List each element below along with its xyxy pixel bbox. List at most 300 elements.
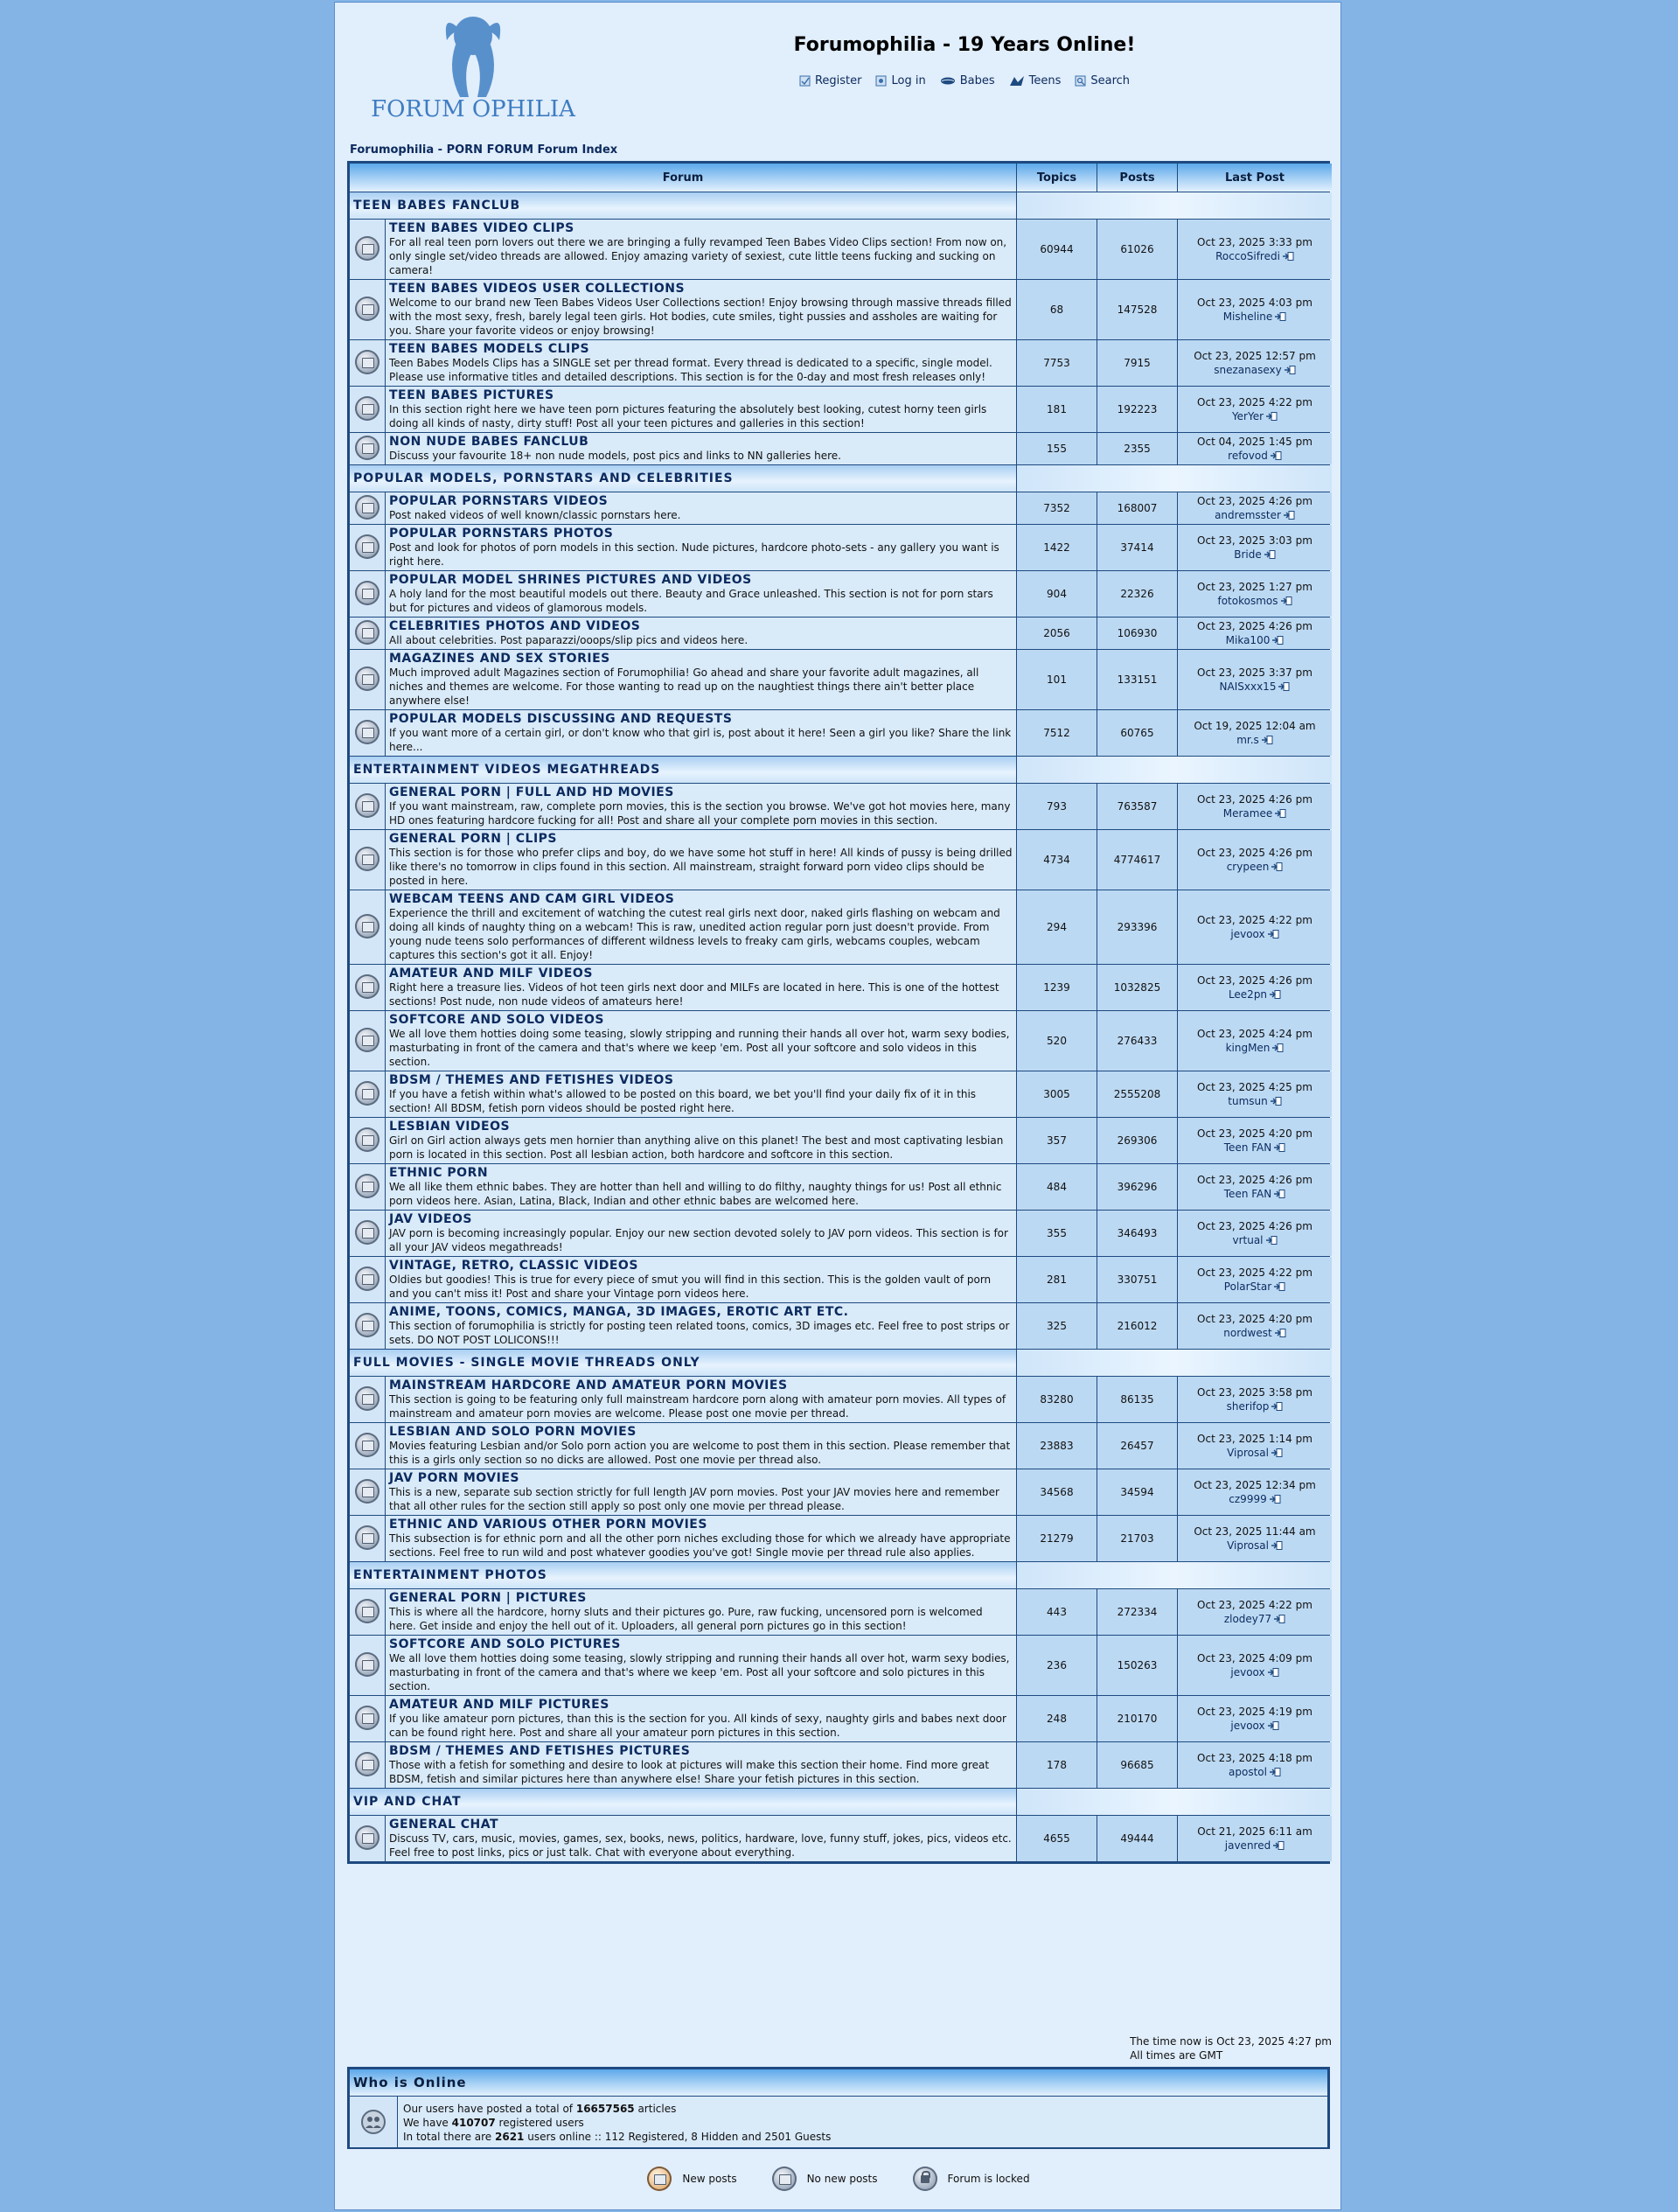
goto-last-post-icon[interactable]	[1272, 1043, 1284, 1052]
goto-last-post-icon[interactable]	[1271, 451, 1282, 460]
topics-count: 7512	[1017, 710, 1097, 756]
goto-last-post-icon[interactable]	[1275, 312, 1286, 321]
last-post-date: Oct 23, 2025 4:20 pm	[1197, 1313, 1312, 1325]
forum-description: This is where all the hardcore, horny sluts and their pictures go. Pure, raw fucking, uncensored porn is welcomed here. Get inside and enjoy the hell out of it. Uploaders, all general porn pictures go in this section!	[389, 1606, 983, 1632]
last-post-user-link[interactable]: Meramee	[1222, 807, 1273, 820]
last-post-cell	[1178, 387, 1332, 432]
forum-status-cell	[350, 433, 385, 464]
no-new-posts-icon	[355, 1652, 379, 1677]
forum-info-cell	[386, 1257, 1016, 1302]
goto-last-post-icon[interactable]	[1283, 252, 1294, 261]
forum-info-cell	[386, 220, 1016, 279]
no-new-posts-icon	[355, 1433, 379, 1457]
category-row	[350, 192, 1332, 219]
forum-title-link[interactable]: POPULAR MODELS DISCUSSING AND REQUESTS	[389, 712, 733, 726]
posts-count: 22326	[1097, 571, 1177, 617]
forum-row	[350, 1469, 1332, 1515]
babes-label: Babes	[959, 74, 995, 87]
forum-status-cell	[350, 650, 385, 709]
last-post-date: Oct 23, 2025 4:09 pm	[1197, 1652, 1312, 1664]
forum-description: Right here a treasure lies. Videos of hot teen girls next door and MILFs are located in here. This is one of the hottest sections! Post nude, non nude videos of amateurs here!	[389, 981, 999, 1008]
forum-info-cell	[386, 1211, 1016, 1256]
last-post-user-link[interactable]: sherifop	[1226, 1400, 1270, 1413]
forum-title-link[interactable]: TEEN BABES VIDEO CLIPS	[389, 221, 574, 235]
last-post-user-link[interactable]: Viprosal	[1227, 1447, 1269, 1459]
posts-count: 26457	[1097, 1423, 1177, 1469]
forum-description: Those with a fetish for something and desire to look at pictures will make this section their home. Find more great BDSM, fetish and similar pictures here than anywhere else! Share your fetish pictures in this section.	[389, 1759, 990, 1785]
posts-count: 106930	[1097, 618, 1177, 649]
no-new-posts-icon	[355, 847, 379, 871]
last-post-user-link[interactable]: andremsster	[1215, 509, 1281, 521]
goto-last-post-icon[interactable]	[1271, 1448, 1283, 1457]
last-post-user-link[interactable]: zlodey77	[1223, 1613, 1272, 1625]
last-post-user-link[interactable]: vrtual	[1232, 1234, 1264, 1246]
forum-status-cell	[350, 1118, 385, 1163]
last-post-date: Oct 23, 2025 4:20 pm	[1197, 1127, 1312, 1140]
no-new-posts-icon	[355, 1525, 379, 1550]
category-filler	[1017, 465, 1332, 492]
posts-count: 61026	[1097, 220, 1177, 279]
total-articles: 16657565	[575, 2103, 635, 2115]
login-link[interactable]	[875, 74, 925, 87]
forum-description: Discuss TV, cars, music, movies, games, sex, books, news, politics, hardware, love, funny stuff, jokes, pics, videos etc. Feel free to post links, pics or just talk. Chat with everyone about everything.	[389, 1832, 1012, 1859]
goto-last-post-icon[interactable]	[1284, 511, 1295, 520]
forum-title-link[interactable]: ANIME, TOONS, COMICS, MANGA, 3D IMAGES, EROTIC ART ETC.	[389, 1305, 849, 1319]
topics-count: 281	[1017, 1257, 1097, 1302]
goto-last-post-icon[interactable]	[1270, 1768, 1281, 1776]
posts-count: 346493	[1097, 1211, 1177, 1256]
posts-count: 168007	[1097, 492, 1177, 524]
posts-count: 21703	[1097, 1516, 1177, 1561]
forum-status-cell	[350, 965, 385, 1010]
forum-status-cell	[350, 1742, 385, 1788]
posts-count: 330751	[1097, 1257, 1177, 1302]
no-new-posts-icon	[355, 581, 379, 605]
forum-locked-label: Forum is locked	[947, 2173, 1030, 2185]
last-post-date: Oct 23, 2025 3:33 pm	[1197, 236, 1312, 248]
goto-last-post-icon[interactable]	[1270, 990, 1281, 999]
forum-row	[350, 890, 1332, 964]
topics-count: 248	[1017, 1696, 1097, 1741]
last-post-user-link[interactable]: YerYer	[1231, 410, 1264, 422]
last-post-user-link[interactable]: Lee2pn	[1228, 988, 1268, 1001]
forum-title-link[interactable]: NON NUDE BABES FANCLUB	[389, 435, 589, 449]
forum-status-cell	[350, 1696, 385, 1741]
topics-count: 520	[1017, 1011, 1097, 1071]
last-post-cell	[1178, 340, 1332, 386]
last-post-cell	[1178, 1516, 1332, 1561]
forum-status-cell	[350, 1071, 385, 1117]
last-post-cell	[1178, 965, 1332, 1010]
goto-last-post-icon[interactable]	[1271, 862, 1283, 871]
forum-title-link[interactable]: AMATEUR AND MILF VIDEOS	[389, 966, 593, 980]
no-new-posts-icon	[355, 436, 379, 460]
login-label: Log in	[891, 74, 926, 87]
forum-title-link[interactable]: JAV PORN MOVIES	[389, 1471, 519, 1485]
goto-last-post-icon[interactable]	[1271, 1541, 1283, 1550]
whosonline-icon-cell	[350, 2097, 397, 2147]
category-filler	[1017, 757, 1332, 783]
online-stats	[398, 2097, 1327, 2147]
last-post-cell	[1178, 1742, 1332, 1788]
last-post-user-link[interactable]: kingMen	[1225, 1042, 1271, 1054]
forum-row	[350, 1257, 1332, 1302]
goto-last-post-icon[interactable]	[1268, 930, 1279, 939]
last-post-cell	[1178, 280, 1332, 339]
forum-description: This is a new, separate sub section strictly for full length JAV porn movies. Post your JAV movies here and remember that all other rules for the section still apply so post only one movie per thread please.	[389, 1486, 999, 1512]
posts-count: 133151	[1097, 650, 1177, 709]
forum-title-link[interactable]: VINTAGE, RETRO, CLASSIC VIDEOS	[389, 1259, 638, 1273]
breadcrumb-forum-index[interactable]: Forumophilia - PORN FORUM Forum Index	[350, 143, 618, 157]
goto-last-post-icon[interactable]	[1274, 1282, 1285, 1291]
forum-status-cell	[350, 710, 385, 756]
forum-row	[350, 1742, 1332, 1788]
forum-status-cell	[350, 492, 385, 524]
forum-title-link[interactable]: GENERAL PORN | PICTURES	[389, 1591, 587, 1605]
forum-title-link[interactable]: GENERAL PORN | CLIPS	[389, 832, 558, 846]
forum-info-cell	[386, 710, 1016, 756]
forum-info-cell	[386, 1377, 1016, 1422]
teens-link[interactable]	[1009, 74, 1062, 87]
forum-status-cell	[350, 890, 385, 964]
forum-title-link[interactable]: LESBIAN VIDEOS	[389, 1120, 511, 1134]
forum-title-link[interactable]: TEEN BABES PICTURES	[389, 388, 554, 402]
no-new-posts-icon	[355, 236, 379, 261]
last-post-user-link[interactable]: tumsun	[1228, 1095, 1268, 1107]
forum-row	[350, 433, 1332, 464]
last-post-cell	[1178, 1071, 1332, 1117]
goto-last-post-icon[interactable]	[1264, 550, 1276, 559]
forum-title-link[interactable]: BDSM / THEMES AND FETISHES VIDEOS	[389, 1073, 674, 1087]
forum-row	[350, 1589, 1332, 1635]
forum-title-link[interactable]: WEBCAM TEENS AND CAM GIRL VIDEOS	[389, 892, 675, 906]
forum-status-cell	[350, 830, 385, 890]
posts-count: 86135	[1097, 1377, 1177, 1422]
forum-info-cell	[386, 340, 1016, 386]
last-post-cell	[1178, 890, 1332, 964]
last-post-date: Oct 23, 2025 3:58 pm	[1197, 1386, 1312, 1399]
forum-description: This subsection is for ethnic porn and all the other porn niches excluding those for which we already have appropriate sections. Feel free to run wild and post whatever goodies you've got! Single movie per thread rule also applies.	[389, 1532, 1011, 1559]
forum-row	[350, 387, 1332, 432]
no-new-posts-icon	[355, 1706, 379, 1730]
goto-last-post-icon[interactable]	[1268, 1721, 1279, 1730]
last-post-user-link[interactable]: jevoox	[1230, 928, 1265, 940]
forum-status-cell	[350, 1636, 385, 1695]
no-new-posts-icon	[355, 1127, 379, 1152]
forum-description: We all like them ethnic babes. They are hotter than hell and willing to do filthy, naughty things for us! Post all ethnic porn videos here. Asian, Latina, Black, Indian and other ethnic babes are welcomed here.	[389, 1181, 1002, 1207]
last-post-date: Oct 23, 2025 4:26 pm	[1197, 847, 1312, 859]
goto-last-post-icon[interactable]	[1274, 1190, 1285, 1198]
register-link[interactable]	[799, 74, 862, 87]
last-post-cell	[1178, 1423, 1332, 1469]
current-time: The time now is Oct 23, 2025 4:27 pm	[1130, 2035, 1332, 2048]
last-post-user-link[interactable]: fotokosmos	[1217, 595, 1278, 607]
forum-title-link[interactable]: SOFTCORE AND SOLO PICTURES	[389, 1637, 621, 1651]
forum-title-link[interactable]: POPULAR PORNSTARS PHOTOS	[389, 527, 614, 541]
topics-count: 60944	[1017, 220, 1097, 279]
posts-count: 272334	[1097, 1589, 1177, 1635]
last-post-date: Oct 23, 2025 4:26 pm	[1197, 495, 1312, 507]
topics-column-header: Topics	[1017, 164, 1097, 192]
goto-last-post-icon[interactable]	[1274, 1615, 1285, 1623]
forum-status-cell	[350, 387, 385, 432]
forum-status-cell	[350, 220, 385, 279]
forum-title-link[interactable]: AMATEUR AND MILF PICTURES	[389, 1698, 609, 1712]
forum-title-link[interactable]: SOFTCORE AND SOLO VIDEOS	[389, 1013, 604, 1027]
forum-title-link[interactable]: TEEN BABES MODELS CLIPS	[389, 342, 590, 356]
last-post-user-link[interactable]: jevoox	[1230, 1720, 1265, 1732]
forum-row	[350, 650, 1332, 709]
last-post-user-link[interactable]: NAISxxx15	[1219, 680, 1277, 693]
last-post-user-link[interactable]: mr.s	[1236, 734, 1259, 746]
forum-row	[350, 1011, 1332, 1071]
forum-description: This section is going to be featuring only full mainstream hardcore porn along with amateur porn movies. All types of mainstream and amateur porn movies are welcome. Please post one movie per thread.	[389, 1393, 1006, 1420]
teens-label: Teens	[1028, 74, 1062, 87]
forum-title-link[interactable]: JAV VIDEOS	[389, 1212, 473, 1226]
category-title[interactable]: ENTERTAINMENT PHOTOS	[350, 1562, 1016, 1588]
posts-count: 293396	[1097, 890, 1177, 964]
topics-count: 3005	[1017, 1071, 1097, 1117]
forum-row	[350, 1377, 1332, 1422]
posts-count: 1032825	[1097, 965, 1177, 1010]
last-post-user-link[interactable]: Mika100	[1225, 634, 1271, 646]
goto-last-post-icon[interactable]	[1272, 636, 1284, 645]
last-post-cell	[1178, 1164, 1332, 1210]
forum-title-link[interactable]: CELEBRITIES PHOTOS AND VIDEOS	[389, 619, 641, 633]
posts-count: 269306	[1097, 1118, 1177, 1163]
forum-description: Movies featuring Lesbian and/or Solo porn action you are welcome to post them in this section. Please remember that this is a girls only section so no dicks are allowed. Post one movie per thread also.	[389, 1440, 1011, 1466]
goto-last-post-icon[interactable]	[1278, 682, 1290, 691]
no-new-posts-icon	[355, 1174, 379, 1198]
last-post-date: Oct 23, 2025 4:22 pm	[1197, 914, 1312, 926]
last-post-date: Oct 23, 2025 3:37 pm	[1197, 666, 1312, 679]
forum-description: Welcome to our brand new Teen Babes Videos User Collections section! Enjoy browsing through massive threads filled with the most sexy, fresh, barely legal teen girls. Hot bodies, cute smiles, tight pussies and assholes are waiting for you. Share your favorite videos or enjoy browsing!	[389, 297, 1012, 337]
forum-info-cell	[386, 830, 1016, 890]
forum-row	[350, 280, 1332, 339]
forum-description: Teen Babes Models Clips has a SINGLE set per thread format. Every thread is dedicated to a specific, single model. Please use informative titles and detailed descriptions. This section is for the 0-day and most fresh releases only!	[389, 357, 992, 383]
goto-last-post-icon[interactable]	[1271, 1097, 1282, 1106]
forum-row	[350, 1816, 1332, 1861]
forum-row	[350, 525, 1332, 570]
no-new-posts-icon	[355, 720, 379, 744]
forum-info-cell	[386, 1469, 1016, 1515]
forum-status-cell	[350, 1377, 385, 1422]
category-filler	[1017, 1350, 1332, 1376]
timezone-note: All times are GMT	[1130, 2049, 1223, 2062]
last-post-user-link[interactable]: crypeen	[1226, 861, 1270, 873]
topics-count: 4655	[1017, 1816, 1097, 1861]
category-title[interactable]: TEEN BABES FANCLUB	[350, 192, 1016, 219]
topics-count: 178	[1017, 1742, 1097, 1788]
category-title[interactable]: VIP AND CHAT	[350, 1789, 1016, 1815]
whosonline-icon	[360, 2109, 386, 2135]
topics-count: 4734	[1017, 830, 1097, 890]
last-post-date: Oct 23, 2025 4:26 pm	[1197, 974, 1312, 987]
no-new-posts-icon	[355, 1028, 379, 1052]
forum-description: This section of forumophilia is strictly for posting teen related toons, comics, 3D images etc. Feel free to post strips or sets. DO NOT POST LOLICONS!!!	[389, 1320, 1010, 1346]
goto-last-post-icon[interactable]	[1273, 1841, 1285, 1850]
topics-count: 355	[1017, 1211, 1097, 1256]
topics-count: 7753	[1017, 340, 1097, 386]
forum-title-link[interactable]: POPULAR PORNSTARS VIDEOS	[389, 494, 609, 508]
forum-description: In this section right here we have teen porn pictures featuring the absolutely best looking, cutest horny teen girls doing all kinds of nasty, dirty stuff! Post all your teen pictures and galleries in this section!	[389, 403, 987, 429]
goto-last-post-icon[interactable]	[1266, 1236, 1278, 1245]
forumophilia-logo[interactable]	[359, 10, 587, 123]
goto-last-post-icon[interactable]	[1268, 1668, 1279, 1677]
lips-icon	[940, 75, 956, 87]
last-post-user-link[interactable]: jevoox	[1230, 1666, 1265, 1678]
goto-last-post-icon[interactable]	[1266, 412, 1278, 421]
forum-description: A holy land for the most beautiful models out there. Beauty and Grace unleashed. This section is not for porn stars but for pictures and videos of glamorous models.	[389, 588, 993, 614]
last-post-user-link[interactable]: RoccoSifredi	[1215, 250, 1280, 262]
last-post-cell	[1178, 1118, 1332, 1163]
goto-last-post-icon[interactable]	[1275, 1329, 1286, 1337]
category-title[interactable]: ENTERTAINMENT VIDEOS MEGATHREADS	[350, 757, 1016, 783]
search-link[interactable]	[1075, 74, 1130, 87]
forum-title-link[interactable]: POPULAR MODEL SHRINES PICTURES AND VIDEOS	[389, 573, 752, 587]
legend-no-new-posts	[772, 2167, 878, 2191]
last-post-cell	[1178, 710, 1332, 756]
forum-title-link[interactable]: GENERAL PORN | FULL AND HD MOVIES	[389, 785, 674, 799]
last-post-cell	[1178, 525, 1332, 570]
forum-description: Girl on Girl action always gets men hornier than anything alive on this planet! The best and most captivating lesbian porn is located in this section. Post all lesbian action, both hardcore and softcore in this section.	[389, 1134, 1004, 1161]
no-new-posts-icon	[355, 914, 379, 939]
forum-status-cell	[350, 1516, 385, 1561]
topics-count: 443	[1017, 1589, 1097, 1635]
forum-title-link[interactable]: LESBIAN AND SOLO PORN MOVIES	[389, 1425, 637, 1439]
no-new-posts-icon	[355, 350, 379, 374]
forum-status-cell	[350, 525, 385, 570]
forum-title-link[interactable]: GENERAL CHAT	[389, 1818, 499, 1832]
last-post-user-link[interactable]: Bride	[1234, 548, 1262, 561]
last-post-date: Oct 21, 2025 6:11 am	[1197, 1825, 1312, 1838]
users-online: 2621	[495, 2131, 525, 2143]
forum-status-cell	[350, 1257, 385, 1302]
topics-count: 904	[1017, 571, 1097, 617]
forum-row	[350, 830, 1332, 890]
posts-count: 150263	[1097, 1636, 1177, 1695]
posts-count: 96685	[1097, 1742, 1177, 1788]
goto-last-post-icon[interactable]	[1285, 366, 1296, 374]
forum-row	[350, 492, 1332, 524]
last-post-user-link[interactable]: apostol	[1229, 1766, 1267, 1778]
babes-link[interactable]	[940, 74, 995, 87]
last-post-user-link[interactable]: cz9999	[1229, 1493, 1267, 1505]
last-post-user-link[interactable]: javenred	[1224, 1839, 1271, 1852]
no-new-posts-icon	[355, 666, 379, 691]
last-post-user-link[interactable]: refovod	[1228, 450, 1268, 462]
last-post-date: Oct 23, 2025 4:24 pm	[1197, 1028, 1312, 1040]
last-post-cell	[1178, 1377, 1332, 1422]
icon-legend	[335, 2167, 1342, 2191]
forum-title-link[interactable]: MAINSTREAM HARDCORE AND AMATEUR PORN MOVIES	[389, 1378, 788, 1392]
category-filler	[1017, 192, 1332, 219]
last-post-cell	[1178, 784, 1332, 829]
posts-count: 396296	[1097, 1164, 1177, 1210]
forum-row	[350, 618, 1332, 649]
last-post-cell	[1178, 1469, 1332, 1515]
goto-last-post-icon[interactable]	[1281, 597, 1292, 605]
no-new-posts-icon	[355, 974, 379, 999]
no-new-posts-icon	[355, 396, 379, 421]
last-post-column-header: Last Post	[1178, 164, 1332, 192]
last-post-user-link[interactable]: Viprosal	[1227, 1539, 1269, 1552]
legend-forum-locked	[913, 2167, 1030, 2191]
topics-count: 325	[1017, 1303, 1097, 1349]
forum-row	[350, 965, 1332, 1010]
last-post-cell	[1178, 1636, 1332, 1695]
forum-title-link[interactable]: ETHNIC PORN	[389, 1166, 489, 1180]
last-post-cell	[1178, 1211, 1332, 1256]
forum-row	[350, 1516, 1332, 1561]
who-is-online-title[interactable]: Who is Online	[350, 2069, 1327, 2096]
goto-last-post-icon[interactable]	[1275, 809, 1286, 818]
page-container	[334, 2, 1341, 2210]
last-post-date: Oct 23, 2025 4:19 pm	[1197, 1706, 1312, 1718]
table-header-row	[350, 164, 1332, 192]
forum-info-cell	[386, 1071, 1016, 1117]
last-post-user-link[interactable]: nordwest	[1223, 1327, 1272, 1339]
goto-last-post-icon[interactable]	[1262, 736, 1273, 744]
users-online-line: In total there are 2621 users online :: 112 Registered, 8 Hidden and 2501 Guests	[403, 2131, 832, 2143]
last-post-date: Oct 23, 2025 4:22 pm	[1197, 1266, 1312, 1279]
forum-description: If you have a fetish within what's allowed to be posted on this board, we bet you'll find your daily fix of it in this section! All BDSM, fetish porn videos should be posted right here.	[389, 1088, 977, 1114]
forum-title-link[interactable]: MAGAZINES AND SEX STORIES	[389, 652, 610, 666]
forum-status-cell	[350, 1469, 385, 1515]
forum-status-cell	[350, 1303, 385, 1349]
forum-status-cell	[350, 571, 385, 617]
forum-info-cell	[386, 1816, 1016, 1861]
site-title: Forumophilia - 19 Years Online!	[793, 34, 1136, 56]
forum-status-cell	[350, 1211, 385, 1256]
forum-description: We all love them hotties doing some teasing, slowly stripping and running their hands all over hot, warm sexy bodies, masturbating in front of the camera and that's where we keep 'em. Post all your softcore and solo videos in this section.	[389, 1028, 1010, 1068]
forum-row	[350, 784, 1332, 829]
registered-users-line: We have 410707 registered users	[403, 2117, 584, 2129]
top-nav	[702, 74, 1227, 87]
last-post-user-link[interactable]: Teen FAN	[1223, 1188, 1272, 1200]
last-post-cell	[1178, 650, 1332, 709]
goto-last-post-icon[interactable]	[1271, 1402, 1283, 1411]
forum-info-cell	[386, 1589, 1016, 1635]
forum-description: This section is for those who prefer clips and boy, do we have some hot stuff in here! All kinds of pussy is being drilled like there's no tomorrow in clips found in this section. All mainstream, straight forward porn video clips should be posted in here.	[389, 847, 1013, 887]
no-new-posts-icon	[355, 1479, 379, 1504]
forum-info-cell	[386, 650, 1016, 709]
new-posts-icon	[647, 2167, 672, 2191]
goto-last-post-icon[interactable]	[1270, 1495, 1281, 1504]
posts-count: 60765	[1097, 710, 1177, 756]
forum-title-link[interactable]: BDSM / THEMES AND FETISHES PICTURES	[389, 1744, 691, 1758]
no-new-posts-icon	[355, 793, 379, 818]
category-title[interactable]: POPULAR MODELS, PORNSTARS AND CELEBRITIES	[350, 465, 1016, 492]
forum-title-link[interactable]: ETHNIC AND VARIOUS OTHER PORN MOVIES	[389, 1518, 707, 1532]
category-row	[350, 1789, 1332, 1815]
forum-title-link[interactable]: TEEN BABES VIDEOS USER COLLECTIONS	[389, 282, 686, 296]
topics-count: 23883	[1017, 1423, 1097, 1469]
last-post-date: Oct 23, 2025 4:26 pm	[1197, 620, 1312, 632]
goto-last-post-icon[interactable]	[1274, 1143, 1285, 1152]
last-post-user-link[interactable]: PolarStar	[1223, 1280, 1272, 1293]
registered-users: 410707	[451, 2117, 496, 2129]
forum-status-cell	[350, 1589, 385, 1635]
last-post-date: Oct 23, 2025 1:14 pm	[1197, 1433, 1312, 1445]
forum-description: JAV porn is becoming increasingly popular. Enjoy our new section devoted solely to JAV porn videos. This section is for all your JAV videos megathreads!	[389, 1227, 1008, 1253]
category-title[interactable]: FULL MOVIES - SINGLE MOVIE THREADS ONLY	[350, 1350, 1016, 1376]
last-post-user-link[interactable]: Teen FAN	[1223, 1141, 1272, 1154]
last-post-cell	[1178, 830, 1332, 890]
forum-info-cell	[386, 618, 1016, 649]
last-post-user-link[interactable]: Misheline	[1222, 311, 1273, 323]
last-post-user-link[interactable]: snezanasexy	[1214, 364, 1282, 376]
